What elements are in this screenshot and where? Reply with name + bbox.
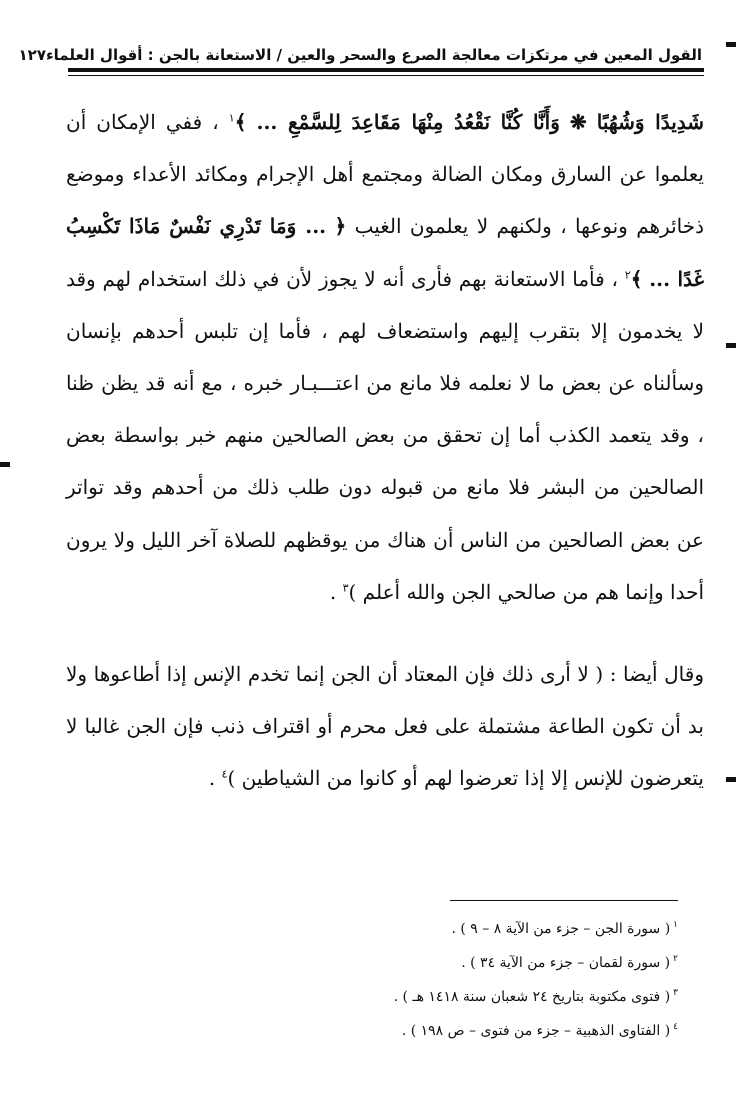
footnote-separator [450, 900, 678, 901]
sentence-end: . [329, 579, 337, 604]
quran-bracket-close: ﴾ [234, 110, 247, 134]
header-rule-thin [68, 75, 704, 76]
quran-verse-fragment: شَدِيدًا وَشُهُبًا [596, 110, 705, 134]
footnote-number: ١ [673, 920, 678, 931]
quran-bracket-close: ﴾ [630, 266, 643, 291]
footnote-text: ( سورة الجن – جزء من الآية ٨ – ٩ ) . [451, 921, 671, 937]
footnote-item [230, 980, 678, 1014]
footnote-number: ٣ [673, 988, 678, 999]
quran-verse: وَأَنَّا كُنَّا نَقْعُدُ مِنْهَا مَقَاعِدَ لِلسَّمْعِ ... [256, 110, 560, 134]
page-edge-mark [0, 462, 10, 467]
footnote-item [230, 912, 678, 946]
quran-verse: ... وَمَا تَدْرِي نَفْسٌ مَاذَا تَكْسِبُ غَدًا ... [66, 214, 704, 291]
footnote-item [230, 1014, 678, 1048]
paragraph-text: وقال أيضا : ( لا أرى ذلك فإن المعتاد أن الجن إنما تخدم الإنس إذا أطاعوها ولا بد أن تكون الطاعة مشتملة على فعل محرم أو اقتراف ذنب فإن الجن غالبا لا يتعرضون للإنس إلا إذا تعرضوا لهم أو كانوا من الشياطين ) [66, 662, 704, 791]
page-edge-mark [726, 42, 736, 47]
footnotes-list [230, 912, 678, 1048]
footnote-text: ( سورة لقمان – جزء من الآية ٣٤ ) . [461, 955, 671, 971]
running-header [18, 30, 702, 64]
footnote-ref-4[interactable]: ٤ [221, 767, 228, 781]
page-number: ١٢٧ [18, 46, 46, 64]
page-edge-mark [726, 343, 736, 348]
paragraph-text: ، فأما الاستعانة بهم فأرى أنه لا يجوز لأن في ذلك استخدام لهم وقد لا يخدمون إلا بتقرب إليهم واستضعاف لهم ، فأما إن تلبس أحدهم بإنسان وسألناه عن بعض ما لا نعلمه فلا مانع من اعتـــبـار خبره ، مع أنه قد يظن ظنا ، وقد يتعمد الكذب أما إن تحقق من بعض الصالحين منهم خبر بواسطة بعض الصالحين من البشر فلا مانع من قبوله دون طلب ذلك من أحدهم وقد تواتر عن بعض الصالحين من الناس أن هناك من يوقظهم للصلاة آخر الليل ولا يرون أحدا وإنما هم من صالحي الجن والله أعلم ) [66, 266, 704, 604]
verse-separator-ornament: ❋ [569, 110, 587, 134]
footnote-ref-1[interactable]: ١ [228, 111, 235, 125]
body-text [66, 96, 704, 805]
footnote-number: ٢ [673, 954, 678, 965]
running-header-title: القول المعين في مرتكزات معالجة الصرع والسحر والعين / الاستعانة بالجن : أقوال العلماء [45, 46, 702, 64]
page-edge-mark [726, 777, 736, 782]
quran-bracket-open: ﴿ [334, 214, 347, 239]
paragraph-text: ، ففي الإمكان أن يعلموا عن السارق ومكان الضالة ومجتمع أهل الإجرام ومكائد الأعداء وموضع ذخائرهم ونوعها ، ولكنهم لا يعلمون الغيب [66, 110, 705, 239]
paragraph-2 [66, 648, 704, 805]
footnote-ref-3[interactable]: ٣ [342, 581, 349, 595]
sentence-end: . [208, 766, 216, 791]
footnote-text: ( فتوى مكتوبة بتاريخ ٢٤ شعبان سنة ١٤١٨ هـ ) . [393, 989, 671, 1005]
footnote-text: ( الفتاوى الذهبية – جزء من فتوى – ص ١٩٨ ) . [401, 1023, 671, 1039]
header-rule-thick [68, 68, 704, 72]
footnote-ref-2[interactable]: ٢ [624, 267, 631, 281]
footnote-number: ٤ [673, 1022, 678, 1033]
footnote-item [230, 946, 678, 980]
paragraph-1 [66, 96, 704, 618]
